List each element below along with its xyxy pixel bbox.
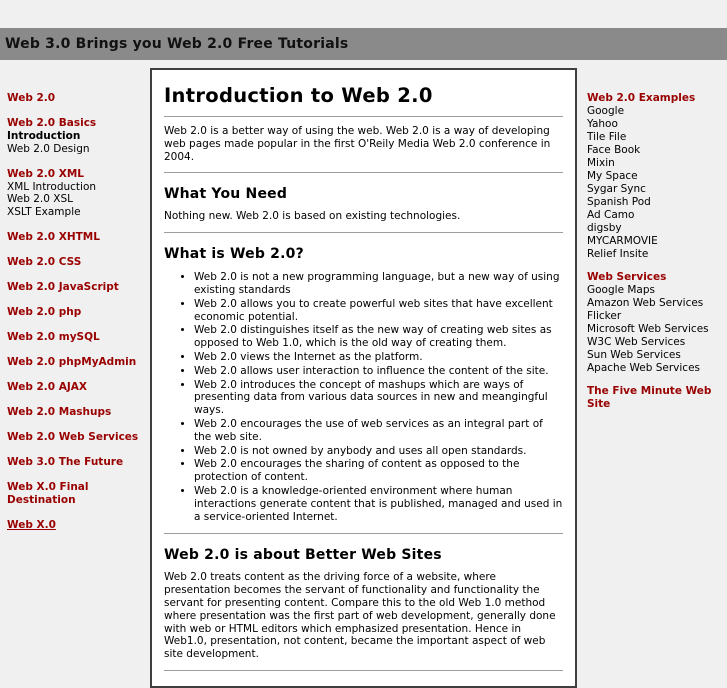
sidebar-item-google[interactable]: Google: [587, 105, 625, 117]
web20-feature-list: [164, 271, 563, 523]
sidebar-item-web20-javascript[interactable]: Web 2.0 JavaScript: [7, 280, 119, 293]
sidebar-item-w3c-web-services[interactable]: W3C Web Services: [587, 336, 686, 348]
sidebar-item-web20-php[interactable]: Web 2.0 php: [7, 305, 82, 318]
nav-group-basics: [7, 117, 147, 156]
list-item: • Web 2.0 encourages the sharing of content as opposed to the protection of content.: [194, 458, 563, 484]
sidebar-item-web20-mysql[interactable]: Web 2.0 mySQL: [7, 330, 100, 343]
nav-group-web20: [7, 92, 147, 105]
section-divider: [164, 116, 563, 118]
sidebar-item-web20-ajax[interactable]: Web 2.0 AJAX: [7, 380, 88, 393]
section-divider: [164, 232, 563, 234]
sidebar-item-webx0[interactable]: Web X.0: [7, 518, 56, 531]
nav-group-web30-future: [7, 456, 147, 469]
sidebar-item-web20-phpmyadmin[interactable]: Web 2.0 phpMyAdmin: [7, 355, 137, 368]
main-content: [150, 68, 577, 688]
sidebar-item-digsby[interactable]: digsby: [587, 222, 622, 234]
site-title: Web 3.0 Brings you Web 2.0 Free Tutorials: [5, 36, 349, 52]
nav-group-right-web-services: [587, 271, 723, 375]
sidebar-item-web20-css[interactable]: Web 2.0 CSS: [7, 255, 82, 268]
nav-group-webx0-final: [7, 481, 147, 507]
nav-group-phpmyadmin: [7, 356, 147, 369]
list-item: • Web 2.0 distinguishes itself as the new way of creating web sites as opposed to Web 1.0, which is the old way of creating them.: [194, 324, 563, 350]
sidebar-item-web20-design[interactable]: Web 2.0 Design: [7, 142, 90, 155]
sidebar-item-web20[interactable]: Web 2.0: [7, 92, 56, 104]
nav-group-web20-examples: [587, 92, 723, 261]
sidebar-item-yahoo[interactable]: Yahoo: [587, 118, 618, 130]
sidebar-item-web20-mashups[interactable]: Web 2.0 Mashups: [7, 405, 112, 418]
section-divider: [164, 670, 563, 672]
better-web-sites-paragraph: Web 2.0 treats content as the driving force of a website, where presentation becomes the servant of functionality and functionality the servant for presenting content. Compare this to the old Web 1.0 method where presentation was the first part of web development, generally done with web or HTML editors which emphasized presentation. Hence in Web1.0, presentation, not content, became the important aspect of web site development.: [164, 571, 556, 661]
list-item: • Web 2.0 views the Internet as the platform.: [194, 351, 563, 364]
section-heading-better-web-sites: Web 2.0 is about Better Web Sites: [164, 547, 442, 564]
sidebar-item-mixin[interactable]: Mixin: [587, 157, 615, 169]
sidebar-item-web20-xhtml[interactable]: Web 2.0 XHTML: [7, 230, 100, 243]
sidebar-item-flicker[interactable]: Flicker: [587, 310, 622, 322]
sidebar-item-tile-file[interactable]: Tile File: [587, 131, 627, 143]
what-you-need-paragraph: Nothing new. Web 2.0 is based on existing technologies.: [164, 210, 461, 223]
sidebar-item-xslt-example[interactable]: XSLT Example: [7, 206, 81, 219]
right-sidebar-nav: [587, 92, 723, 421]
list-item: • Web 2.0 is a knowledge-oriented environment where human interactions generate content that is published, managed and used in a service-oriented Internet.: [194, 485, 563, 523]
sidebar-item-ad-camo[interactable]: Ad Camo: [587, 209, 635, 221]
nav-group-web-services: [7, 431, 147, 444]
list-item: • Web 2.0 is not a new programming language, but a new way of using existing standards: [194, 271, 563, 297]
sidebar-item-microsoft-web-services[interactable]: Microsoft Web Services: [587, 323, 709, 335]
sidebar-item-mycarmovie[interactable]: MYCARMOVIE: [587, 235, 658, 247]
sidebar-item-web20-xsl[interactable]: Web 2.0 XSL: [7, 193, 73, 206]
sidebar-item-web30-the-future[interactable]: Web 3.0 The Future: [7, 455, 124, 468]
page-title: Introduction to Web 2.0: [164, 84, 433, 107]
list-item: • Web 2.0 is not owned by anybody and uses all open standards.: [194, 445, 563, 458]
sidebar-item-web20-web-services[interactable]: Web 2.0 Web Services: [7, 430, 139, 443]
sidebar-item-web20-xml[interactable]: Web 2.0 XML: [7, 167, 84, 180]
nav-group-xhtml: [7, 231, 147, 244]
sidebar-item-sun-web-services[interactable]: Sun Web Services: [587, 349, 681, 361]
section-divider: [164, 172, 563, 174]
nav-group-five-minute: [587, 385, 723, 411]
list-item: • Web 2.0 introduces the concept of mashups which are ways of presenting data from various data sources in new and meangingful ways.: [194, 379, 563, 417]
nav-group-php: [7, 306, 147, 319]
nav-group-xml: [7, 168, 147, 219]
sidebar-item-sygar-sync[interactable]: Sygar Sync: [587, 183, 646, 195]
nav-group-mysql: [7, 331, 147, 344]
section-heading-what-is-web20: What is Web 2.0?: [164, 246, 304, 263]
header-bar: [0, 28, 727, 60]
left-sidebar-nav: [7, 92, 147, 544]
list-item: • Web 2.0 allows user interaction to influence the content of the site.: [194, 365, 563, 378]
sidebar-item-google-maps[interactable]: Google Maps: [587, 284, 655, 296]
sidebar-item-webx0-final-destination[interactable]: Web X.0 Final Destination: [7, 480, 89, 506]
sidebar-item-my-space[interactable]: My Space: [587, 170, 638, 182]
nav-group-css: [7, 256, 147, 269]
sidebar-item-apache-web-services[interactable]: Apache Web Services: [587, 362, 701, 374]
list-item: • Web 2.0 allows you to create powerful web sites that have excellent economic potential.: [194, 298, 563, 324]
nav-group-ajax: [7, 381, 147, 394]
right-sidebar-heading-web-services: Web Services: [587, 271, 667, 283]
list-item: • Web 2.0 encourages the use of web services as an integral part of the web site.: [194, 418, 563, 444]
sidebar-item-xml-introduction[interactable]: XML Introduction: [7, 180, 97, 193]
sidebar-item-face-book[interactable]: Face Book: [587, 144, 641, 156]
nav-group-webx0: [7, 519, 147, 532]
sidebar-item-amazon-web-services[interactable]: Amazon Web Services: [587, 297, 704, 309]
sidebar-item-introduction[interactable]: Introduction: [7, 130, 81, 142]
nav-group-mashups: [7, 406, 147, 419]
section-divider: [164, 533, 563, 535]
right-sidebar-heading-web20-examples: Web 2.0 Examples: [587, 92, 696, 104]
sidebar-item-web20-basics[interactable]: Web 2.0 Basics: [7, 117, 97, 129]
sidebar-item-spanish-pod[interactable]: Spanish Pod: [587, 196, 651, 208]
sidebar-item-five-minute-web-site[interactable]: The Five Minute Web Site: [587, 385, 712, 410]
section-heading-what-you-need: What You Need: [164, 186, 288, 203]
nav-group-javascript: [7, 281, 147, 294]
intro-paragraph: Web 2.0 is a better way of using the web. Web 2.0 is a way of developing web pages made popular in the first O'Reily Media Web 2.0 conference in 2004.: [164, 125, 551, 163]
sidebar-item-relief-insite[interactable]: Relief Insite: [587, 248, 649, 260]
